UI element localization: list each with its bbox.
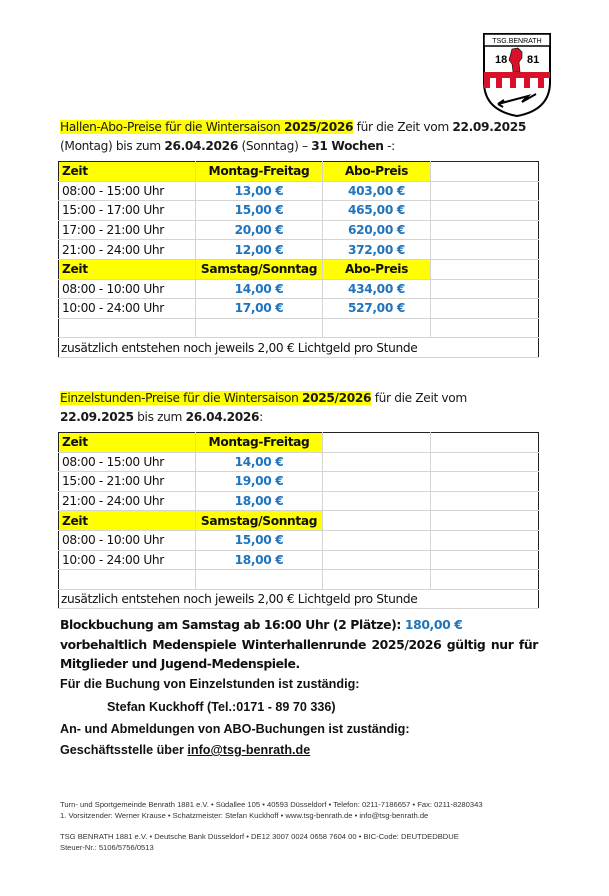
- table-row: [59, 530, 539, 550]
- price-cell: 17,00 €: [196, 299, 323, 319]
- price-cell: 18,00 €: [196, 491, 323, 511]
- empty-cell: [323, 433, 431, 453]
- header-cell: Zeit: [59, 511, 196, 531]
- single-hours-intro: [60, 389, 538, 427]
- single-intro-mid2: bis zum: [137, 410, 183, 424]
- time-cell: 10:00 - 24:00 Uhr: [59, 299, 196, 319]
- empty-cell: [431, 279, 539, 299]
- abo-intro-day2: (Sonntag) –: [241, 139, 308, 153]
- empty-cell: [323, 511, 431, 531]
- price-cell: 15,00 €: [196, 530, 323, 550]
- abo-intro-start: 22.09.2025: [452, 120, 526, 134]
- header-cell: Abo-Preis: [323, 259, 431, 279]
- table-row: [59, 240, 539, 260]
- table-note-row: [59, 338, 539, 358]
- table-row: [59, 220, 539, 240]
- empty-cell: [323, 570, 431, 590]
- crest-year-right: 81: [527, 54, 540, 66]
- time-cell: 10:00 - 24:00 Uhr: [59, 550, 196, 570]
- single-intro-season: 2025/2026: [302, 391, 372, 405]
- abo-price-cell: 403,00 €: [323, 181, 431, 201]
- single-intro-title: Einzelstunden-Preise für die Wintersaison: [60, 391, 299, 405]
- price-cell: 12,00 €: [196, 240, 323, 260]
- empty-cell: [323, 452, 431, 472]
- empty-cell: [431, 259, 539, 279]
- empty-cell: [431, 452, 539, 472]
- table-row-empty: [59, 318, 539, 338]
- abo-price-cell: 465,00 €: [323, 201, 431, 221]
- single-booking-contact-label: Für die Buchung von Einzelstunden ist zuständig:: [60, 677, 360, 691]
- time-cell: 21:00 - 24:00 Uhr: [59, 240, 196, 260]
- time-cell: 15:00 - 21:00 Uhr: [59, 472, 196, 492]
- abo-booking-contact-label: An- und Abmeldungen von ABO-Buchungen ist zuständig:: [60, 722, 410, 736]
- empty-cell: [323, 550, 431, 570]
- time-cell: 08:00 - 15:00 Uhr: [59, 452, 196, 472]
- abo-intro-season: 2025/2026: [283, 120, 354, 134]
- block-booking-condition: vorbehaltlich Medenspiele Winterhallenrunde 2025/2026 gültig nur für Mitglieder und Jugend-Medenspiele.: [60, 636, 538, 671]
- office-prefix: Geschäftsstelle über: [60, 743, 184, 757]
- single-hour-price-table: [58, 432, 539, 609]
- footer-address: Turn- und Sportgemeinde Benrath 1881 e.V. • Südallee 105 • 40593 Düsseldorf • Telefon: 0211-7186657 • Fax: 0211-8280343: [60, 800, 483, 809]
- lighting-fee-note: zusätzlich entstehen noch jeweils 2,00 € Lichtgeld pro Stunde: [59, 338, 539, 358]
- table-row: [59, 491, 539, 511]
- price-cell: 14,00 €: [196, 279, 323, 299]
- single-intro-mid: für die Zeit vom: [374, 391, 467, 405]
- empty-cell: [431, 472, 539, 492]
- empty-cell: [196, 570, 323, 590]
- empty-cell: [59, 570, 196, 590]
- price-cell: 18,00 €: [196, 550, 323, 570]
- abo-price-cell: 620,00 €: [323, 220, 431, 240]
- empty-cell: [196, 318, 323, 338]
- abo-intro-weeks: 31 Wochen: [311, 139, 384, 153]
- time-cell: 21:00 - 24:00 Uhr: [59, 491, 196, 511]
- single-intro-tail: :: [259, 410, 263, 424]
- header-cell: Abo-Preis: [323, 162, 431, 182]
- block-booking-price: 180,00 €: [404, 617, 463, 632]
- table-header-row: [59, 162, 539, 182]
- empty-cell: [431, 240, 539, 260]
- abo-price-cell: 372,00 €: [323, 240, 431, 260]
- table-row: [59, 279, 539, 299]
- table-row-empty: [59, 570, 539, 590]
- single-intro-start: 22.09.2025: [60, 410, 134, 424]
- abo-intro-mid: für die Zeit vom: [356, 120, 449, 134]
- club-crest-logo: [482, 32, 552, 118]
- header-cell: Samstag/Sonntag: [196, 511, 323, 531]
- office-contact: [60, 743, 310, 757]
- header-cell: Montag-Freitag: [196, 433, 323, 453]
- empty-cell: [431, 530, 539, 550]
- office-email-link[interactable]: info@tsg-benrath.de: [187, 743, 311, 757]
- time-cell: 17:00 - 21:00 Uhr: [59, 220, 196, 240]
- abo-price-table: [58, 161, 539, 358]
- empty-cell: [431, 570, 539, 590]
- empty-cell: [431, 550, 539, 570]
- table-row: [59, 201, 539, 221]
- abo-intro-title: Hallen-Abo-Preise für die Wintersaison: [60, 120, 281, 134]
- table-row: [59, 550, 539, 570]
- single-booking-contact-person: Stefan Kuckhoff (Tel.:0171 - 89 70 336): [107, 700, 336, 714]
- price-cell: 15,00 €: [196, 201, 323, 221]
- block-booking-info: [60, 615, 538, 674]
- empty-cell: [431, 220, 539, 240]
- empty-cell: [323, 472, 431, 492]
- table-row: [59, 299, 539, 319]
- price-cell: 14,00 €: [196, 452, 323, 472]
- header-cell: Zeit: [59, 162, 196, 182]
- price-cell: 20,00 €: [196, 220, 323, 240]
- block-booking-line: [60, 615, 538, 635]
- block-booking-label: Blockbuchung am Samstag ab 16:00 Uhr (2 Plätze):: [60, 617, 401, 632]
- price-cell: 13,00 €: [196, 181, 323, 201]
- table-header-row: [59, 511, 539, 531]
- table-row: [59, 181, 539, 201]
- crest-text: TSG.BENRATH: [492, 38, 542, 45]
- abo-intro-tail: -:: [387, 139, 395, 153]
- empty-cell: [59, 318, 196, 338]
- empty-cell: [323, 530, 431, 550]
- abo-intro: [60, 118, 538, 156]
- header-cell: Samstag/Sonntag: [196, 259, 323, 279]
- empty-cell: [431, 181, 539, 201]
- lighting-fee-note: zusätzlich entstehen noch jeweils 2,00 € Lichtgeld pro Stunde: [59, 589, 539, 609]
- single-intro-end: 26.04.2026: [185, 410, 260, 424]
- empty-cell: [431, 162, 539, 182]
- abo-intro-end: 26.04.2026: [164, 139, 238, 153]
- empty-cell: [431, 511, 539, 531]
- footer-bank: TSG BENRATH 1881 e.V. • Deutsche Bank Düsseldorf • DE12 3007 0024 0658 7604 00 • BIC-Code: DEUTDEDBDUE: [60, 832, 459, 841]
- abo-price-cell: 434,00 €: [323, 279, 431, 299]
- empty-cell: [431, 318, 539, 338]
- footer-tax-number: Steuer-Nr.: 5106/5756/0513: [60, 843, 154, 852]
- header-cell: Zeit: [59, 259, 196, 279]
- header-cell: Zeit: [59, 433, 196, 453]
- table-row: [59, 452, 539, 472]
- price-cell: 19,00 €: [196, 472, 323, 492]
- empty-cell: [323, 318, 431, 338]
- table-note-row: [59, 589, 539, 609]
- abo-price-cell: 527,00 €: [323, 299, 431, 319]
- crest-year-left: 18: [495, 54, 508, 66]
- abo-intro-day1: (Montag) bis zum: [60, 139, 161, 153]
- time-cell: 15:00 - 17:00 Uhr: [59, 201, 196, 221]
- footer-officers: 1. Vorsitzender: Werner Krause • Schatzmeister: Stefan Kuckhoff • www.tsg-benrath.de • info@tsg-benrath.de: [60, 811, 429, 820]
- empty-cell: [431, 433, 539, 453]
- empty-cell: [431, 491, 539, 511]
- empty-cell: [431, 201, 539, 221]
- header-cell: Montag-Freitag: [196, 162, 323, 182]
- time-cell: 08:00 - 10:00 Uhr: [59, 530, 196, 550]
- table-row: [59, 472, 539, 492]
- table-header-row: [59, 433, 539, 453]
- table-header-row: [59, 259, 539, 279]
- time-cell: 08:00 - 10:00 Uhr: [59, 279, 196, 299]
- empty-cell: [323, 491, 431, 511]
- empty-cell: [431, 299, 539, 319]
- time-cell: 08:00 - 15:00 Uhr: [59, 181, 196, 201]
